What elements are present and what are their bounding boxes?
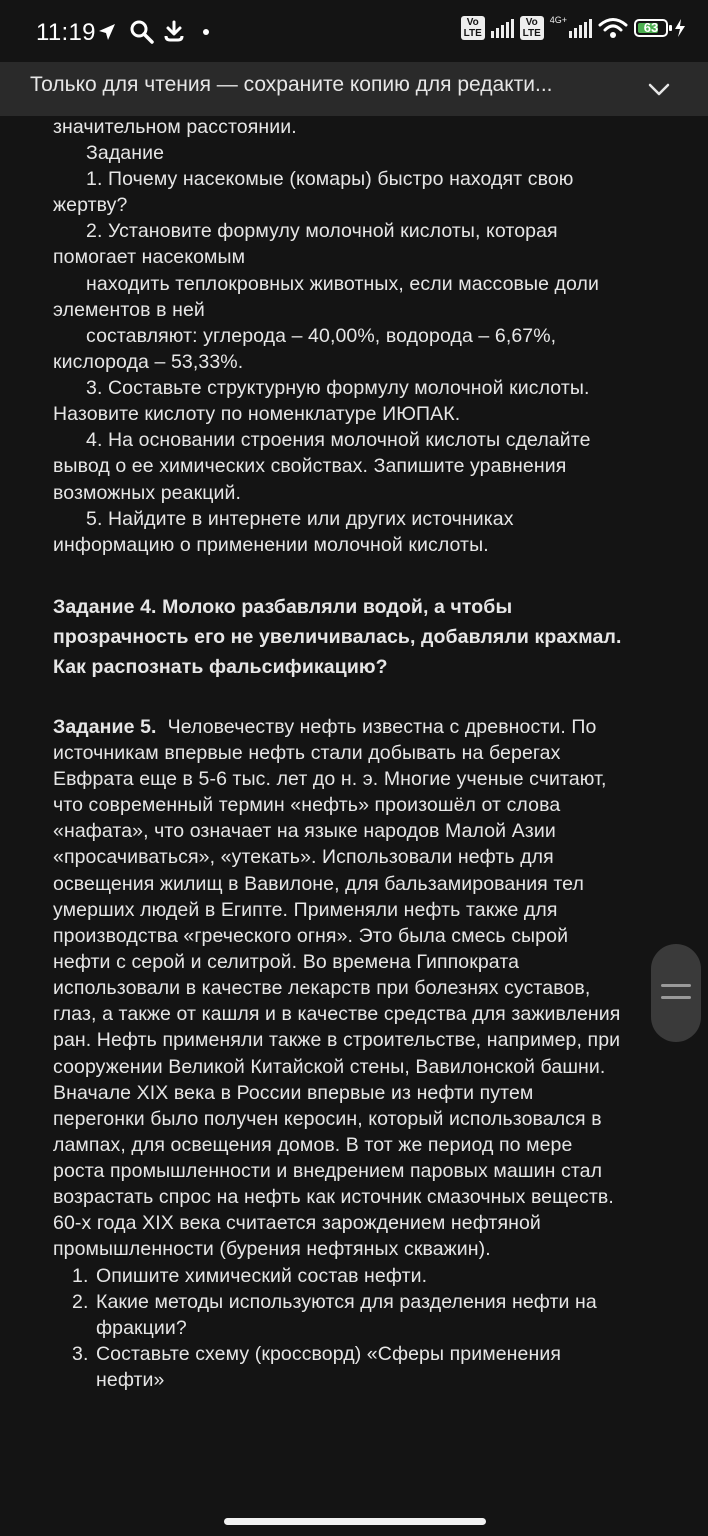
volte-icon: Vo LTE	[461, 16, 485, 40]
doc-line: 4. На основании строения молочной кислоты сделайте	[86, 429, 591, 451]
task4-line: Задание 4. Молоко разбавляли водой, а чтобы	[53, 596, 513, 618]
doc-line: вывод о ее химических свойствах. Запишите уравнения	[53, 455, 567, 477]
signal-icon	[491, 18, 514, 38]
question-text: фракции?	[96, 1317, 187, 1339]
task5-line: глаз, а также от кашля и в качестве средства для заживления	[53, 1003, 621, 1025]
task5-line: умерших людей в Египте. Применяли нефть также для	[53, 899, 558, 921]
doc-line: информацию о применении молочной кислоты.	[53, 534, 489, 556]
task5-line: перегонки было получен керосин, который использовался в	[53, 1108, 602, 1130]
volte-icon-2: Vo LTE	[520, 16, 544, 40]
notification-dot-icon	[202, 28, 210, 36]
doc-line: кислорода – 53,33%.	[53, 351, 244, 373]
search-icon	[129, 19, 155, 45]
chevron-down-icon[interactable]	[646, 76, 672, 102]
doc-line: 5. Найдите в интернете или других источниках	[86, 508, 514, 530]
doc-line: значительном расстоянии.	[53, 116, 297, 138]
task5-line: Вначале XIX века в России впервые из нефти путем	[53, 1082, 534, 1104]
download-icon	[162, 19, 186, 43]
task5-line: промышленности (бурения нефтяных скважин).	[53, 1238, 491, 1260]
task5-line: источникам впервые нефть стали добывать на берегах	[53, 742, 561, 764]
wifi-icon	[598, 17, 628, 39]
doc-line: 3. Составьте структурную формулу молочной кислоты.	[86, 377, 590, 399]
fast-scroll-handle[interactable]	[651, 944, 701, 1042]
doc-line: составляют: углерода – 40,00%, водорода – 6,67%,	[86, 325, 557, 347]
read-only-banner[interactable]	[0, 62, 708, 116]
network-type: 4G+	[549, 15, 567, 25]
doc-line: жертву?	[53, 194, 128, 216]
task5-line: лампах, для освещения домов. В тот же период по мере	[53, 1134, 573, 1156]
signal-icon-2	[569, 18, 592, 38]
task5-line: «просачиваться», «утекать». Использовали нефть для	[53, 846, 554, 868]
task5-line: производства «греческого огня». Это была смесь сырой	[53, 925, 569, 947]
task5-line: нефти с серой и селитрой. Во времена Гиппократа	[53, 951, 520, 973]
banner-text: Только для чтения — сохраните копию для редакти...	[30, 73, 553, 96]
doc-line: находить теплокровных животных, если массовые доли	[86, 273, 600, 295]
task5-first-line	[53, 716, 596, 739]
doc-line: 1. Почему насекомые (комары) быстро находят свою	[86, 168, 574, 190]
task5-line: использовали в качестве лекарств при болезнях суставов,	[53, 977, 591, 999]
question-text: Опишите химический состав нефти.	[96, 1265, 428, 1287]
status-time: 11:19	[36, 19, 96, 46]
doc-line: Назовите кислоту по номенклатуре ИЮПАК.	[53, 403, 461, 425]
doc-line: возможных реакций.	[53, 482, 241, 504]
question-number: 3.	[72, 1343, 89, 1365]
task5-line: что современный термин «нефть» произошёл от слова	[53, 794, 561, 816]
home-indicator[interactable]	[224, 1518, 486, 1525]
task5-line: сооружении Великой Китайской стены, Вавилонской башни.	[53, 1056, 606, 1078]
task5-line: роста промышленности и внедрением паровых машин стал	[53, 1160, 603, 1182]
location-arrow-icon	[97, 22, 117, 42]
doc-line: элементов в ней	[53, 299, 205, 321]
task4-line: Как распознать фальсификацию?	[53, 656, 388, 678]
task5-line: освещения жилищ в Вавилоне, для бальзамирования тел	[53, 873, 584, 895]
document-body[interactable]	[0, 116, 708, 1506]
task5-line: 60-х года XIX века считается зарождением нефтяной	[53, 1212, 541, 1234]
task5-line: Евфрата еще в 5-6 тыс. лет до н. э. Многие ученые считают,	[53, 768, 607, 790]
charging-bolt-icon	[674, 18, 686, 38]
question-text: нефти»	[96, 1369, 165, 1391]
task4-line: прозрачность его не увеличивалась, добавляли крахмал.	[53, 626, 622, 648]
doc-line: Задание	[86, 142, 165, 164]
doc-line: помогает насекомым	[53, 246, 246, 268]
task5-line: ран. Нефть применяли также в строительстве, например, при	[53, 1029, 621, 1051]
task5-line: возрастать спрос на нефть как источник смазочных веществ.	[53, 1186, 614, 1208]
battery-icon	[634, 19, 668, 37]
status-icons	[461, 16, 686, 40]
question-text: Какие методы используются для разделения нефти на	[96, 1291, 597, 1313]
task5-label: Задание 5.	[53, 716, 157, 738]
doc-line: 2. Установите формулу молочной кислоты, которая	[86, 220, 558, 242]
task5-first-text: Человечеству нефть известна с древности. По	[167, 716, 597, 738]
question-text: Составьте схему (кроссворд) «Сферы применения	[96, 1343, 561, 1365]
question-number: 2.	[72, 1291, 89, 1313]
status-bar	[0, 0, 708, 62]
task5-line: «нафата», что означает на языке народов Малой Азии	[53, 820, 556, 842]
battery-percent: 63	[643, 20, 659, 35]
question-number: 1.	[72, 1265, 89, 1287]
